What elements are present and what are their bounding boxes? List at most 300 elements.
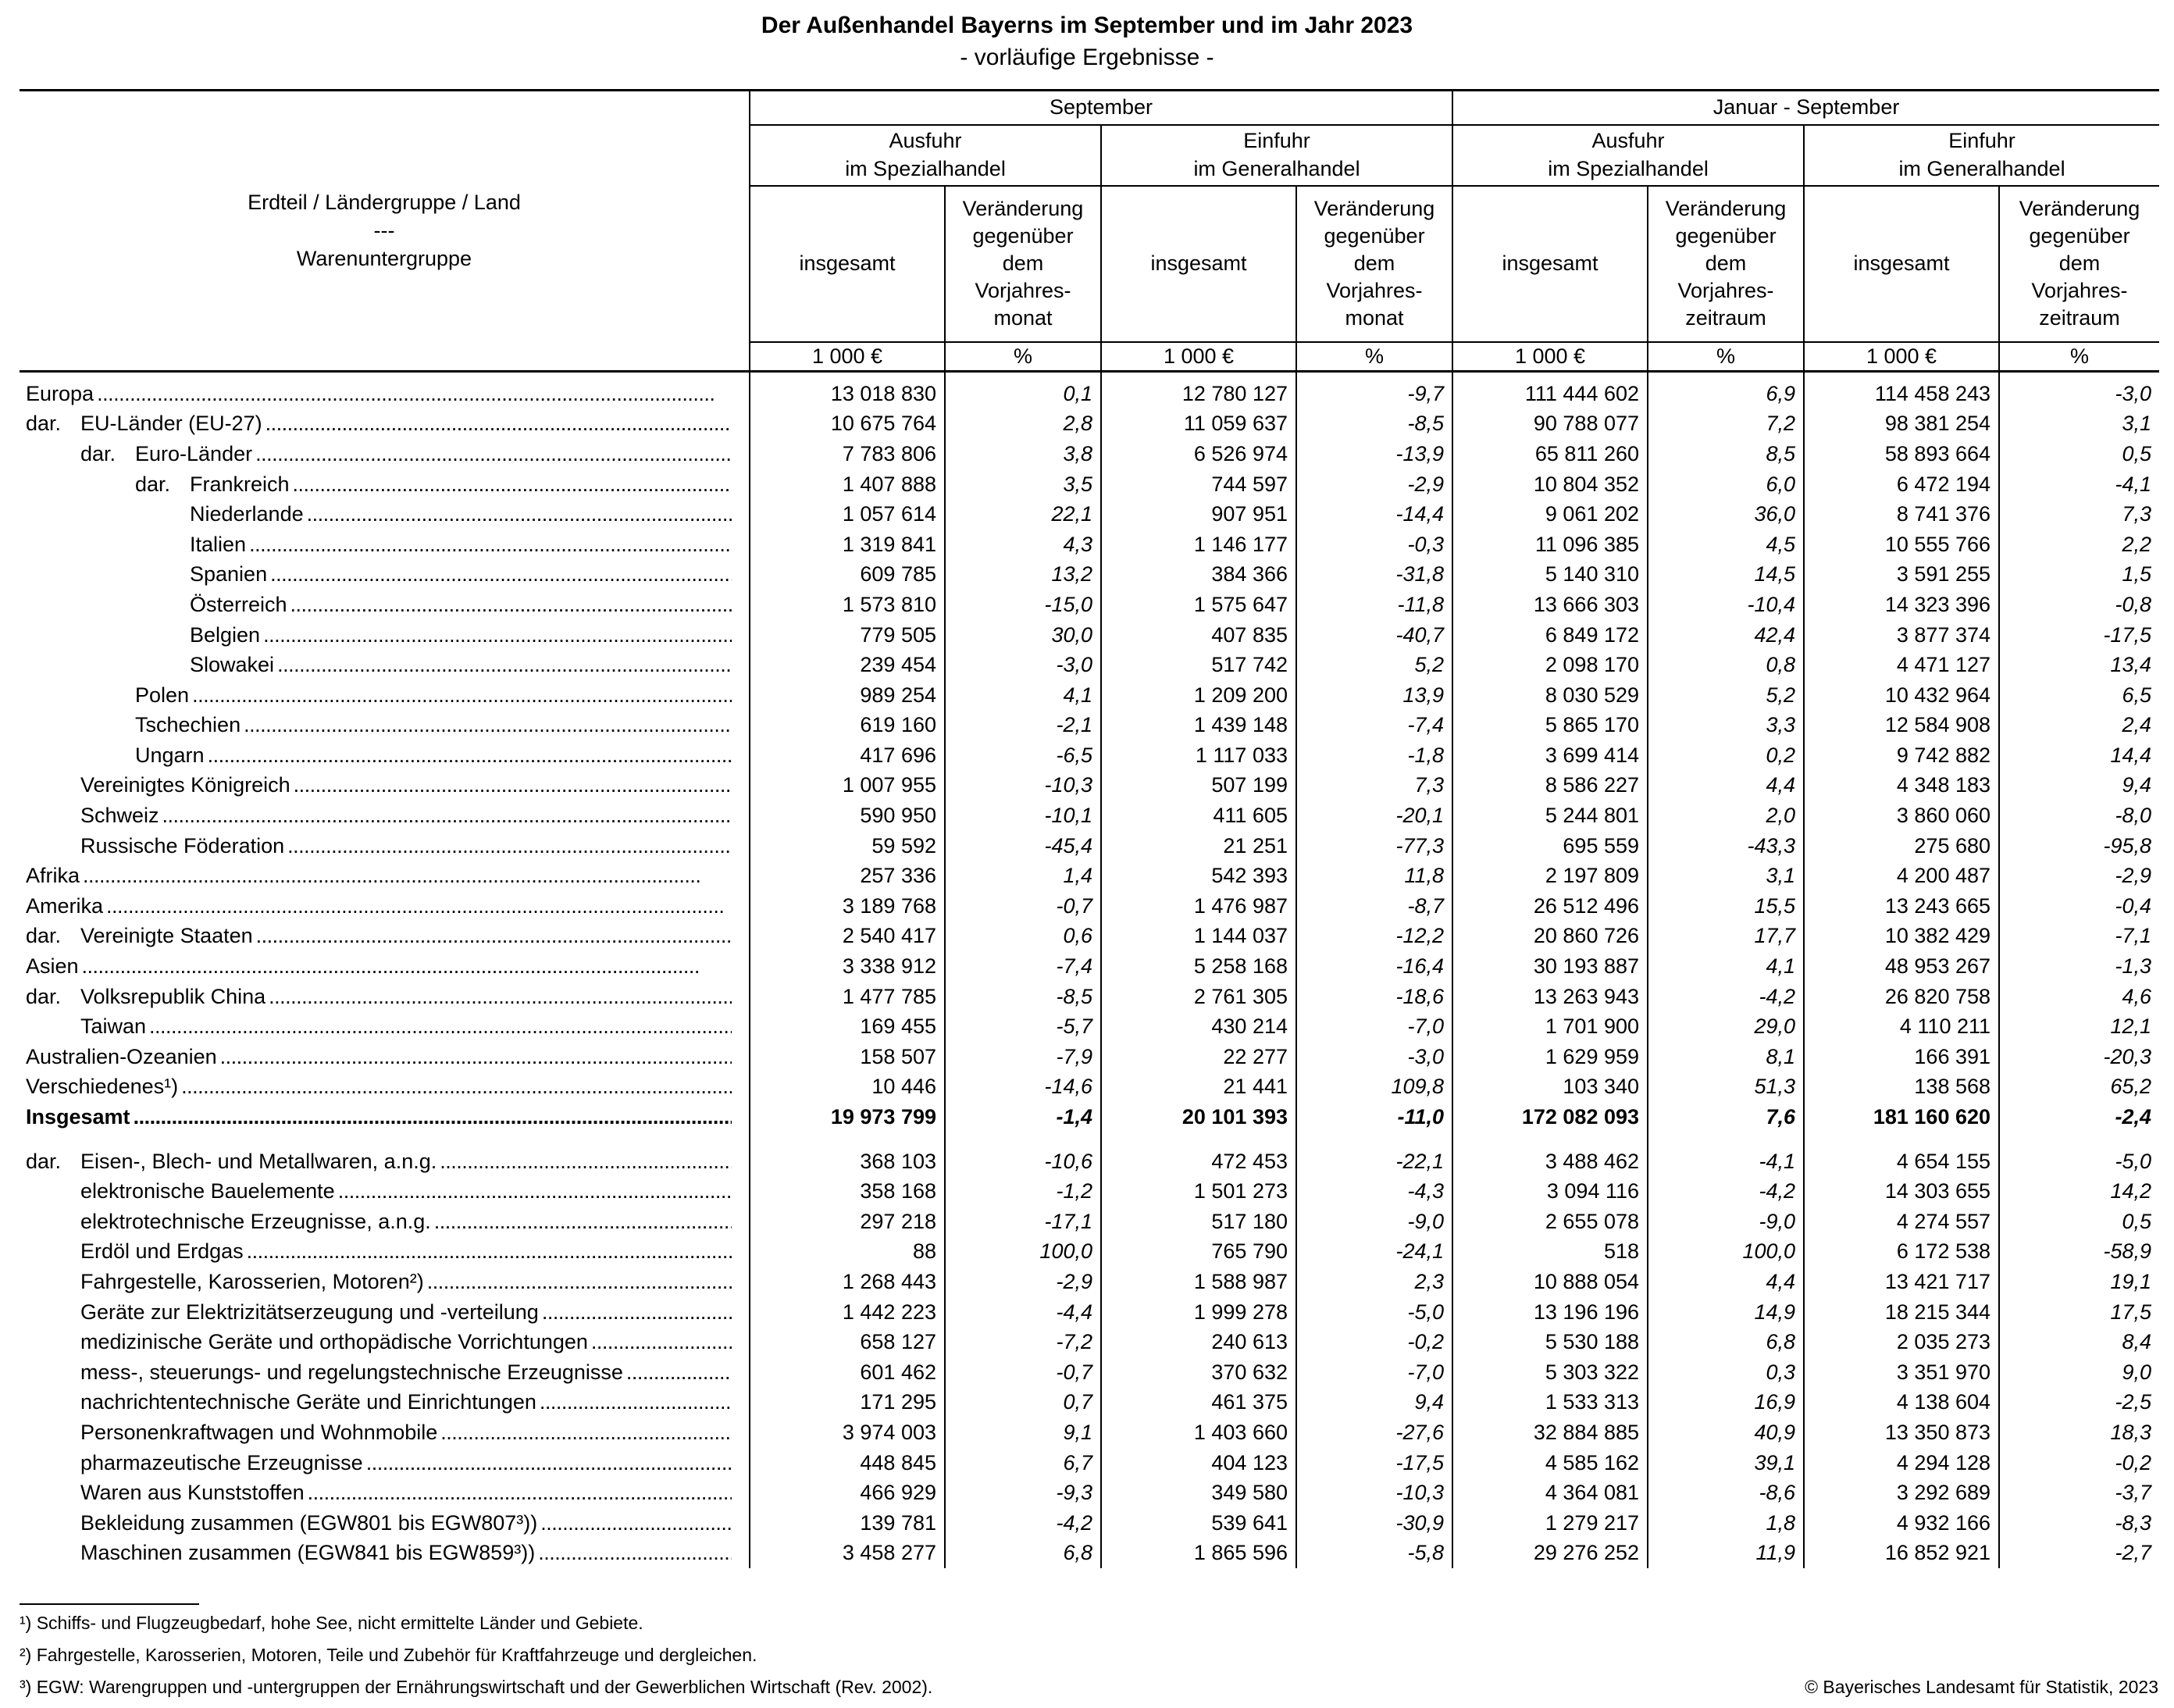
- value-cell: 65 811 260: [1452, 439, 1648, 469]
- value-cell: 411 605: [1101, 801, 1296, 831]
- change-cell: 13,2: [945, 560, 1101, 590]
- table-row: [20, 1357, 2159, 1388]
- value-cell: 368 103: [750, 1132, 945, 1177]
- row-label-header: [20, 91, 750, 342]
- change-cell: 6,8: [1648, 1327, 1804, 1357]
- value-cell: 19 973 799: [750, 1102, 945, 1132]
- value-cell: 111 444 602: [1452, 372, 1648, 409]
- table-row: [20, 499, 2159, 530]
- leader-dots: [178, 1073, 732, 1100]
- change-cell: -7,0: [1296, 1011, 1452, 1042]
- change-cell: 36,0: [1648, 499, 1804, 530]
- leader-dots: [431, 1208, 732, 1236]
- value-cell: 114 458 243: [1804, 372, 1999, 409]
- change-cell: 0,7: [945, 1388, 1101, 1418]
- row-label: [20, 1102, 750, 1132]
- row-label-text: Insgesamt: [26, 1105, 130, 1129]
- change-cell: -18,6: [1296, 982, 1452, 1012]
- change-line: dem: [2058, 251, 2101, 275]
- row-label-text: Eisen-, Blech- und Metallwaren, a.n.g.: [80, 1149, 437, 1173]
- unit-value-2: 1 000 €: [1101, 342, 1296, 372]
- value-cell: 1 146 177: [1101, 530, 1296, 560]
- change-line: Vorjahres-: [1677, 279, 1774, 303]
- row-label: [20, 1297, 750, 1328]
- row-label-text: Tschechien: [135, 713, 241, 737]
- change-cell: 22,1: [945, 499, 1101, 530]
- table-row: [20, 1508, 2159, 1539]
- table-row: [20, 469, 2159, 500]
- leader-dots: [537, 1510, 732, 1537]
- change-cell: -2,1: [945, 711, 1101, 741]
- value-cell: 5 865 170: [1452, 711, 1648, 741]
- unit-value-4: 1 000 €: [1804, 342, 1999, 372]
- value-cell: 13 666 303: [1452, 590, 1648, 620]
- change-cell: 5,2: [1648, 680, 1804, 711]
- change-cell: 100,0: [1648, 1237, 1804, 1268]
- leader-dots: [304, 501, 732, 528]
- value-cell: 4 585 162: [1452, 1448, 1648, 1478]
- row-label: [20, 469, 750, 500]
- leader-dots: [252, 440, 732, 468]
- value-cell: 11 096 385: [1452, 530, 1648, 560]
- value-cell: 518: [1452, 1237, 1648, 1268]
- col-change-period-1: [1648, 186, 1804, 342]
- value-cell: 48 953 267: [1804, 951, 1999, 982]
- col-change-month-1: [945, 186, 1101, 342]
- value-cell: 10 382 429: [1804, 922, 1999, 952]
- row-label-text: Bekleidung zusammen (EGW801 bis EGW807³)): [80, 1510, 538, 1535]
- change-cell: 8,5: [1648, 439, 1804, 469]
- value-cell: 1 144 037: [1101, 922, 1296, 952]
- table-row: [20, 1042, 2159, 1072]
- row-label-text: Ungarn: [135, 743, 205, 767]
- change-cell: -2,7: [1999, 1539, 2159, 1569]
- row-label: [20, 1011, 750, 1042]
- row-label-text: Euro-Länder: [135, 441, 253, 465]
- change-cell: -45,4: [945, 831, 1101, 861]
- change-cell: -9,7: [1296, 372, 1452, 409]
- row-label: [20, 1539, 750, 1569]
- row-label: [20, 1132, 750, 1177]
- change-cell: 14,2: [1999, 1176, 2159, 1207]
- table-row: [20, 831, 2159, 861]
- value-cell: 601 462: [750, 1357, 945, 1388]
- change-cell: 8,1: [1648, 1042, 1804, 1072]
- row-label: [20, 801, 750, 831]
- value-cell: 16 852 921: [1804, 1539, 1999, 1569]
- value-cell: 10 675 764: [750, 409, 945, 440]
- table-header: [20, 91, 2159, 372]
- value-cell: 11 059 637: [1101, 409, 1296, 440]
- unit-pct-4: %: [1999, 342, 2159, 372]
- value-cell: 5 530 188: [1452, 1327, 1648, 1357]
- value-cell: 4 471 127: [1804, 650, 1999, 680]
- change-cell: 7,6: [1648, 1102, 1804, 1132]
- change-cell: -7,9: [945, 1042, 1101, 1072]
- row-label: [20, 1237, 750, 1268]
- row-label-text: medizinische Geräte und orthopädische Vorrichtungen: [80, 1330, 588, 1354]
- change-line: Veränderung: [1313, 196, 1435, 220]
- change-cell: 17,7: [1648, 922, 1804, 952]
- table-row: [20, 439, 2159, 469]
- change-cell: 2,2: [1999, 530, 2159, 560]
- change-cell: -8,7: [1296, 891, 1452, 922]
- row-label: [20, 1357, 750, 1388]
- table-row: [20, 560, 2159, 590]
- table-row: [20, 1132, 2159, 1177]
- value-cell: 1 501 273: [1101, 1176, 1296, 1207]
- row-label-text: Schweiz: [80, 804, 159, 828]
- value-cell: 4 932 166: [1804, 1508, 1999, 1539]
- change-cell: 3,1: [1648, 861, 1804, 892]
- row-label-line-3: Warenuntergruppe: [296, 247, 472, 270]
- col-change-period-2: [1999, 186, 2159, 342]
- value-cell: 1 865 596: [1101, 1539, 1296, 1569]
- change-cell: -7,4: [1296, 711, 1452, 741]
- change-line: zeitraum: [1685, 306, 1766, 330]
- leader-dots: [103, 893, 732, 920]
- change-cell: 6,7: [945, 1448, 1101, 1478]
- change-cell: -40,7: [1296, 620, 1452, 651]
- row-prefix: dar.: [135, 472, 171, 496]
- change-cell: 0,5: [1999, 1207, 2159, 1237]
- value-cell: 8 586 227: [1452, 771, 1648, 801]
- row-prefix: dar.: [26, 412, 62, 436]
- trade-table: [20, 89, 2159, 1568]
- row-label-text: Geräte zur Elektrizitätserzeugung und -verteilung: [80, 1300, 539, 1324]
- value-cell: 358 168: [750, 1176, 945, 1207]
- change-cell: -1,8: [1296, 740, 1452, 771]
- leader-dots: [244, 1238, 732, 1265]
- change-cell: -13,9: [1296, 439, 1452, 469]
- value-cell: 989 254: [750, 680, 945, 711]
- change-cell: 8,4: [1999, 1327, 2159, 1357]
- change-cell: -15,0: [945, 590, 1101, 620]
- table-row: [20, 1237, 2159, 1268]
- value-cell: 461 375: [1101, 1388, 1296, 1418]
- row-label-text: Österreich: [190, 592, 287, 616]
- value-cell: 10 432 964: [1804, 680, 1999, 711]
- change-cell: 4,6: [1999, 982, 2159, 1012]
- change-cell: -58,9: [1999, 1237, 2159, 1268]
- row-prefix: dar.: [26, 1149, 62, 1173]
- change-cell: 13,4: [1999, 650, 2159, 680]
- change-cell: -10,6: [945, 1132, 1101, 1177]
- value-cell: 7 783 806: [750, 439, 945, 469]
- row-label-text: Amerika: [26, 893, 104, 918]
- value-cell: 1 319 841: [750, 530, 945, 560]
- change-cell: -11,8: [1296, 590, 1452, 620]
- change-cell: 0,5: [1999, 439, 2159, 469]
- row-label: [20, 740, 750, 771]
- change-cell: -16,4: [1296, 951, 1452, 982]
- unit-value-1: 1 000 €: [750, 342, 945, 372]
- change-line: Vorjahres-: [975, 279, 1071, 303]
- change-cell: -27,6: [1296, 1417, 1452, 1448]
- row-label: [20, 560, 750, 590]
- change-cell: 1,4: [945, 861, 1101, 892]
- change-cell: -2,9: [1999, 861, 2159, 892]
- value-cell: 14 323 396: [1804, 590, 1999, 620]
- value-cell: 2 540 417: [750, 922, 945, 952]
- change-cell: -8,5: [1296, 409, 1452, 440]
- value-cell: 12 584 908: [1804, 711, 1999, 741]
- change-cell: -11,0: [1296, 1102, 1452, 1132]
- row-label-text: Personenkraftwagen und Wohnmobile: [80, 1420, 438, 1444]
- table-row: [20, 771, 2159, 801]
- change-cell: 3,5: [945, 469, 1101, 500]
- leader-dots: [189, 682, 732, 709]
- footnote-3: ³) EGW: Warengruppen und -untergruppen der Ernährungswirtschaft und der Gewerblichen Wirtschaft (Rev. 2002).: [20, 1677, 933, 1697]
- sep-import-header: [1101, 125, 1452, 186]
- change-cell: -4,1: [1648, 1132, 1804, 1177]
- row-label-text: Vereinigtes Königreich: [80, 773, 290, 797]
- change-cell: -20,1: [1296, 801, 1452, 831]
- value-cell: 8 030 529: [1452, 680, 1648, 711]
- value-cell: 4 138 604: [1804, 1388, 1999, 1418]
- value-cell: 20 860 726: [1452, 922, 1648, 952]
- sep-export-line-1: Ausfuhr: [889, 129, 962, 153]
- sep-import-line-1: Einfuhr: [1243, 129, 1310, 153]
- value-cell: 29 276 252: [1452, 1539, 1648, 1569]
- value-cell: 1 575 647: [1101, 590, 1296, 620]
- row-label: [20, 409, 750, 440]
- change-line: monat: [993, 306, 1053, 330]
- row-prefix: dar.: [26, 924, 62, 948]
- value-cell: 417 696: [750, 740, 945, 771]
- leader-dots: [266, 983, 732, 1011]
- leader-dots: [94, 380, 732, 408]
- change-cell: -4,3: [1296, 1176, 1452, 1207]
- row-label: [20, 1176, 750, 1207]
- value-cell: 2 655 078: [1452, 1207, 1648, 1237]
- row-label-text: Italien: [190, 532, 247, 556]
- value-cell: 3 974 003: [750, 1417, 945, 1448]
- change-cell: -6,5: [945, 740, 1101, 771]
- change-cell: 2,0: [1648, 801, 1804, 831]
- value-cell: 13 350 873: [1804, 1417, 1999, 1448]
- change-cell: 3,3: [1648, 711, 1804, 741]
- col-insgesamt-4: insgesamt: [1804, 186, 1999, 342]
- leader-dots: [588, 1328, 732, 1356]
- value-cell: 3 699 414: [1452, 740, 1648, 771]
- row-label-text: elektrotechnische Erzeugnisse, a.n.g.: [80, 1209, 431, 1233]
- ytd-import-line-1: Einfuhr: [1948, 129, 2015, 153]
- ytd-export-header: [1452, 125, 1804, 186]
- value-cell: 4 110 211: [1804, 1011, 1999, 1042]
- change-cell: 42,4: [1648, 620, 1804, 651]
- change-cell: -8,0: [1999, 801, 2159, 831]
- row-label-text: Volksrepublik China: [80, 984, 266, 1008]
- value-cell: 10 555 766: [1804, 530, 1999, 560]
- leader-dots: [437, 1419, 732, 1446]
- value-cell: 10 446: [750, 1072, 945, 1103]
- change-cell: 4,3: [945, 530, 1101, 560]
- row-label: [20, 1267, 750, 1297]
- value-cell: 370 632: [1101, 1357, 1296, 1388]
- value-cell: 3 860 060: [1804, 801, 1999, 831]
- change-cell: -7,0: [1296, 1357, 1452, 1388]
- value-cell: 181 160 620: [1804, 1102, 1999, 1132]
- change-cell: -3,0: [1296, 1042, 1452, 1072]
- leader-dots: [623, 1359, 732, 1386]
- row-label: [20, 1417, 750, 1448]
- unit-label-spacer: [20, 342, 750, 372]
- row-label: [20, 439, 750, 469]
- value-cell: 1 999 278: [1101, 1297, 1296, 1328]
- row-label-text: Polen: [135, 683, 190, 707]
- change-cell: 0,8: [1648, 650, 1804, 680]
- change-line: monat: [1345, 306, 1404, 330]
- change-cell: -14,6: [945, 1072, 1101, 1103]
- change-cell: 2,3: [1296, 1267, 1452, 1297]
- change-cell: -3,7: [1999, 1478, 2159, 1508]
- change-line: Veränderung: [2019, 196, 2140, 220]
- row-label: [20, 372, 750, 409]
- value-cell: 166 391: [1804, 1042, 1999, 1072]
- change-cell: 7,3: [1999, 499, 2159, 530]
- change-cell: -0,8: [1999, 590, 2159, 620]
- row-label: [20, 1508, 750, 1539]
- change-cell: -7,1: [1999, 922, 2159, 952]
- table-row: [20, 590, 2159, 620]
- change-cell: -17,5: [1999, 620, 2159, 651]
- row-label: [20, 982, 750, 1012]
- change-line: Veränderung: [962, 196, 1084, 220]
- row-label-text: Slowakei: [190, 653, 275, 677]
- change-cell: 12,1: [1999, 1011, 2159, 1042]
- value-cell: 4 274 557: [1804, 1207, 1999, 1237]
- value-cell: 13 196 196: [1452, 1297, 1648, 1328]
- change-cell: -8,5: [945, 982, 1101, 1012]
- row-label: [20, 1388, 750, 1418]
- change-cell: -22,1: [1296, 1132, 1452, 1177]
- footnote-2: ²) Fahrgestelle, Karosserien, Motoren, Teile und Zubehör für Kraftfahrzeuge und dergleichen.: [20, 1645, 757, 1665]
- leader-dots: [253, 922, 732, 950]
- change-cell: -5,7: [945, 1011, 1101, 1042]
- change-cell: -4,2: [1648, 1176, 1804, 1207]
- change-cell: 29,0: [1648, 1011, 1804, 1042]
- row-label: [20, 499, 750, 530]
- change-cell: 7,3: [1296, 771, 1452, 801]
- value-cell: 98 381 254: [1804, 409, 1999, 440]
- change-cell: 5,2: [1296, 650, 1452, 680]
- leader-dots: [267, 561, 732, 588]
- value-cell: 6 849 172: [1452, 620, 1648, 651]
- change-line: dem: [1002, 251, 1044, 275]
- table-row: [20, 801, 2159, 831]
- period-ytd-header: Januar - September: [1452, 91, 2159, 125]
- change-cell: -5,0: [1999, 1132, 2159, 1177]
- value-cell: 10 804 352: [1452, 469, 1648, 500]
- value-cell: 619 160: [750, 711, 945, 741]
- change-cell: 4,4: [1648, 771, 1804, 801]
- value-cell: 158 507: [750, 1042, 945, 1072]
- leader-dots: [217, 1043, 732, 1071]
- value-cell: 1 573 810: [750, 590, 945, 620]
- leader-dots: [535, 1539, 732, 1567]
- change-cell: -10,4: [1648, 590, 1804, 620]
- value-cell: 103 340: [1452, 1072, 1648, 1103]
- value-cell: 20 101 393: [1101, 1102, 1296, 1132]
- value-cell: 1 209 200: [1101, 680, 1296, 711]
- change-cell: -9,0: [1648, 1207, 1804, 1237]
- change-line: gegenüber: [1324, 223, 1425, 248]
- change-cell: -12,2: [1296, 922, 1452, 952]
- value-cell: 88: [750, 1237, 945, 1268]
- leader-dots: [424, 1268, 732, 1296]
- change-cell: -30,9: [1296, 1508, 1452, 1539]
- leader-dots: [274, 651, 732, 679]
- sep-import-line-2: im Generalhandel: [1193, 156, 1360, 180]
- table-row: [20, 1448, 2159, 1478]
- row-label-text: Erdöl und Erdgas: [80, 1239, 244, 1264]
- leader-dots: [287, 591, 732, 619]
- change-cell: -4,2: [1648, 982, 1804, 1012]
- change-cell: 13,9: [1296, 680, 1452, 711]
- value-cell: 139 781: [750, 1508, 945, 1539]
- sep-export-header: [750, 125, 1101, 186]
- page-title: Der Außenhandel Bayerns im September und im Jahr 2023: [761, 12, 1413, 38]
- row-label: [20, 771, 750, 801]
- value-cell: 1 476 987: [1101, 891, 1296, 922]
- change-cell: 11,9: [1648, 1539, 1804, 1569]
- change-cell: -3,0: [945, 650, 1101, 680]
- change-cell: 14,5: [1648, 560, 1804, 590]
- value-cell: 5 258 168: [1101, 951, 1296, 982]
- change-line: Vorjahres-: [1326, 279, 1423, 303]
- change-line: gegenüber: [1675, 223, 1777, 248]
- table-row: [20, 530, 2159, 560]
- row-label: [20, 1042, 750, 1072]
- table-row: [20, 1327, 2159, 1357]
- change-cell: 16,9: [1648, 1388, 1804, 1418]
- change-cell: 2,4: [1999, 711, 2159, 741]
- change-cell: 109,8: [1296, 1072, 1452, 1103]
- change-cell: 30,0: [945, 620, 1101, 651]
- change-cell: 4,1: [1648, 951, 1804, 982]
- change-cell: -8,3: [1999, 1508, 2159, 1539]
- change-cell: -10,3: [1296, 1478, 1452, 1508]
- table-row: [20, 922, 2159, 952]
- table-row: [20, 1297, 2159, 1328]
- change-cell: -0,4: [1999, 891, 2159, 922]
- value-cell: 2 761 305: [1101, 982, 1296, 1012]
- change-cell: -10,3: [945, 771, 1101, 801]
- change-cell: 14,9: [1648, 1297, 1804, 1328]
- row-prefix: dar.: [26, 984, 62, 1008]
- change-cell: 2,8: [945, 409, 1101, 440]
- value-cell: 3 094 116: [1452, 1176, 1648, 1207]
- value-cell: 2 035 273: [1804, 1327, 1999, 1357]
- row-label-text: Europa: [26, 381, 94, 405]
- value-cell: 349 580: [1101, 1478, 1296, 1508]
- value-cell: 430 214: [1101, 1011, 1296, 1042]
- table-row: [20, 982, 2159, 1012]
- value-cell: 3 292 689: [1804, 1478, 1999, 1508]
- row-label-line-2: ---: [373, 219, 395, 242]
- value-cell: 275 680: [1804, 831, 1999, 861]
- col-insgesamt-2: insgesamt: [1101, 186, 1296, 342]
- change-line: gegenüber: [972, 223, 1074, 248]
- value-cell: 517 180: [1101, 1207, 1296, 1237]
- row-label-text: pharmazeutische Erzeugnisse: [80, 1450, 363, 1474]
- row-label: [20, 590, 750, 620]
- value-cell: 59 592: [750, 831, 945, 861]
- value-cell: 472 453: [1101, 1132, 1296, 1177]
- value-cell: 4 294 128: [1804, 1448, 1999, 1478]
- leader-dots: [363, 1449, 732, 1477]
